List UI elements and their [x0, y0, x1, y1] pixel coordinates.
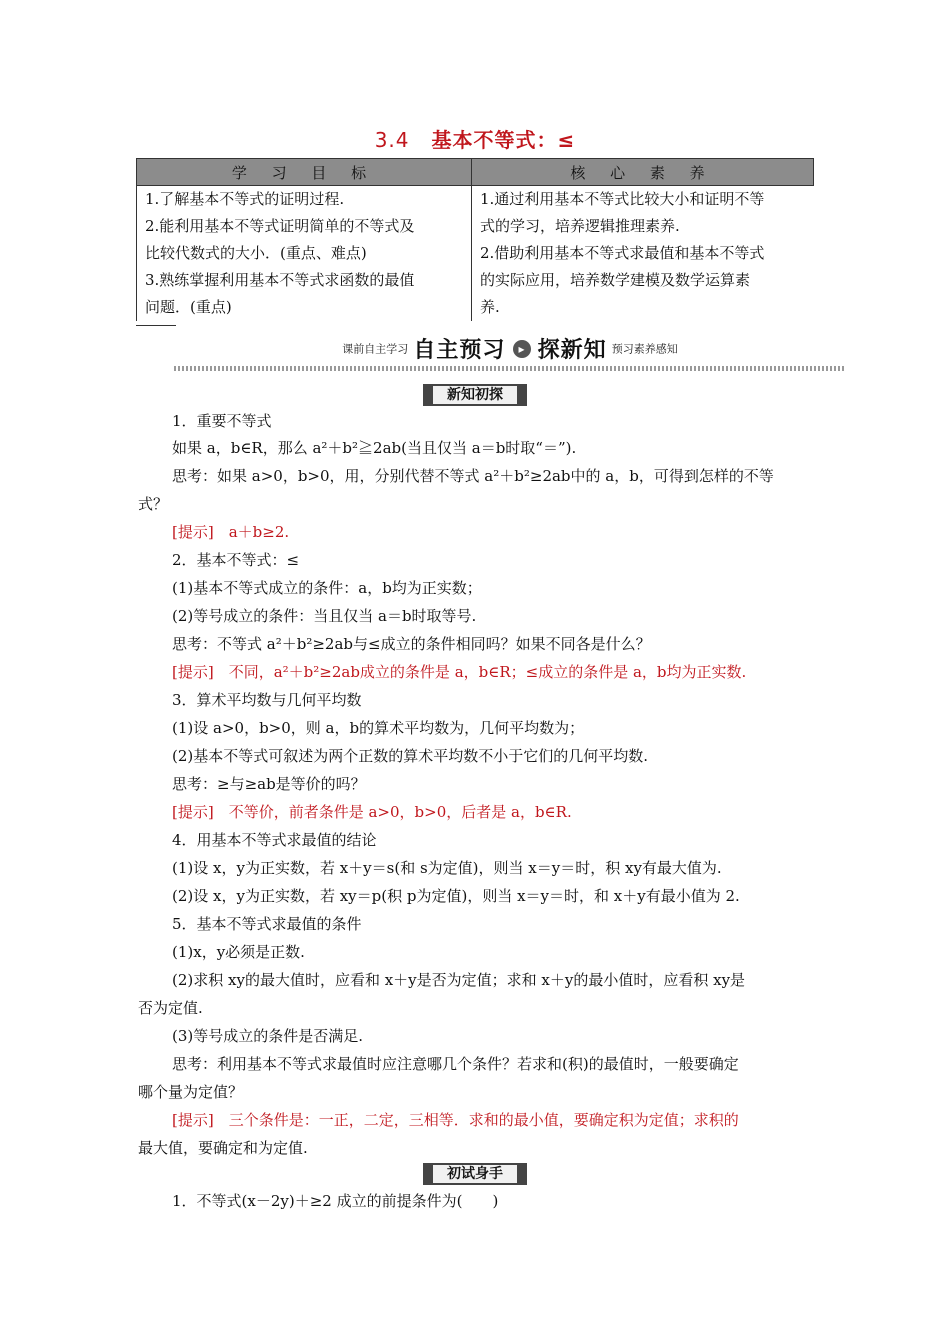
tag-label: 新知初探 [423, 384, 527, 406]
goals-header-right: 核 心 素 养 [472, 159, 814, 186]
arrow-icon: ▸ [513, 340, 531, 358]
goal-line: 问题．(重点) [145, 298, 232, 316]
hint-line: [提示] a＋b≥2. [172, 523, 290, 541]
band-title-1: 自主预习 [413, 338, 506, 363]
literacy-line: 的实际应用，培养数学建模及数学运算素 [480, 271, 751, 289]
text-line: 思考：如果 a>0，b>0，用，分别代替不等式 a²＋b²≥2ab中的 a，b，可得到怎样的不等 [172, 467, 774, 485]
goal-line: 2.能利用基本不等式证明简单的不等式及 [145, 217, 415, 235]
hint-line: [提示] 三个条件是：一正，二定，三相等．求和的最小值，要确定积为定值；求积的 [172, 1111, 739, 1129]
section-number: 3.4 [374, 128, 410, 152]
tag-first-try [0, 1163, 950, 1185]
text-line: 5．基本不等式求最值的条件 [172, 915, 362, 933]
text-line: 哪个量为定值？ [138, 1083, 244, 1101]
exercise-line: 1．不等式(x－2y)＋≥2 成立的前提条件为( ) [172, 1192, 499, 1210]
text-line: (2)设 x，y为正实数，若 xy＝p(积 p为定值)，则当 x＝y＝时，和 x＋y有最小值为 2. [172, 887, 740, 905]
goals-header-left: 学 习 目 标 [137, 159, 472, 186]
text-line: 思考：利用基本不等式求最值时应注意哪几个条件？若求和(积)的最值时，一般要确定 [172, 1055, 739, 1073]
goals-right-cell [472, 186, 814, 322]
text-line: 4．用基本不等式求最值的结论 [172, 831, 377, 849]
text-line: (1)x，y必须是正数. [172, 943, 305, 961]
text-line: (2)求积 xy的最大值时，应看和 x＋y是否为定值；求和 x＋y的最小值时，应看积 xy是 [172, 971, 746, 989]
text-line: 最大值，要确定和为定值. [138, 1139, 308, 1157]
text-line: 1．重要不等式 [172, 412, 272, 430]
section-title [0, 124, 950, 153]
band-title-2: 探新知 [537, 338, 607, 363]
tag-label: 初试身手 [423, 1163, 527, 1185]
text-line: 如果 a，b∈R，那么 a²＋b²≧2ab(当且仅当 a＝b时取“＝”). [172, 439, 577, 457]
text-line: 思考：不等式 a²＋b²≥2ab与≤成立的条件相同吗？如果不同各是什么？ [172, 635, 651, 653]
text-line: 思考：≥与≥ab是等价的吗？ [172, 775, 366, 793]
text-line: 式？ [138, 495, 169, 513]
section-band [174, 333, 846, 363]
section-title-text: 基本不等式：≤ [431, 128, 576, 152]
text-line: (1)基本不等式成立的条件：a，b均为正实数； [172, 579, 482, 597]
band-right-label: 预习素养感知 [611, 342, 678, 356]
text-line: (1)设 a>0，b>0，则 a，b的算术平均数为，几何平均数为； [172, 719, 585, 737]
goals-left-cell [137, 186, 472, 322]
literacy-line: 2.借助利用基本不等式求最值和基本不等式 [480, 244, 765, 262]
text-line: 否为定值. [138, 999, 203, 1017]
text-line: 3．算术平均数与几何平均数 [172, 691, 362, 709]
table-bottom-rule [136, 325, 176, 326]
hint-line: [提示] 不等价，前者条件是 a>0，b>0，后者是 a，b∈R. [172, 803, 572, 821]
text-line: (2)等号成立的条件：当且仅当 a＝b时取等号. [172, 607, 477, 625]
goal-line: 3.熟练掌握利用基本不等式求函数的最值 [145, 271, 415, 289]
goals-table [136, 158, 814, 321]
band-rule [174, 366, 846, 371]
text-line: (3)等号成立的条件是否满足. [172, 1027, 364, 1045]
text-line: (2)基本不等式可叙述为两个正数的算术平均数不小于它们的几何平均数. [172, 747, 649, 765]
text-line: 2．基本不等式：≤ [172, 551, 300, 569]
text-line: (1)设 x，y为正实数，若 x＋y＝s(和 s为定值)，则当 x＝y＝时，积 xy有最大值为. [172, 859, 722, 877]
literacy-line: 养. [480, 298, 500, 316]
goal-line: 比较代数式的大小．(重点、难点) [145, 244, 367, 262]
goal-line: 1.了解基本不等式的证明过程. [145, 190, 345, 208]
hint-line: [提示] 不同，a²＋b²≥2ab成立的条件是 a，b∈R；≤成立的条件是 a，b均为正实数. [172, 663, 747, 681]
tag-new-knowledge [0, 384, 950, 406]
literacy-line: 1.通过利用基本不等式比较大小和证明不等 [480, 190, 765, 208]
literacy-line: 式的学习，培养逻辑推理素养. [480, 217, 680, 235]
band-left-label: 课前自主学习 [342, 342, 409, 356]
